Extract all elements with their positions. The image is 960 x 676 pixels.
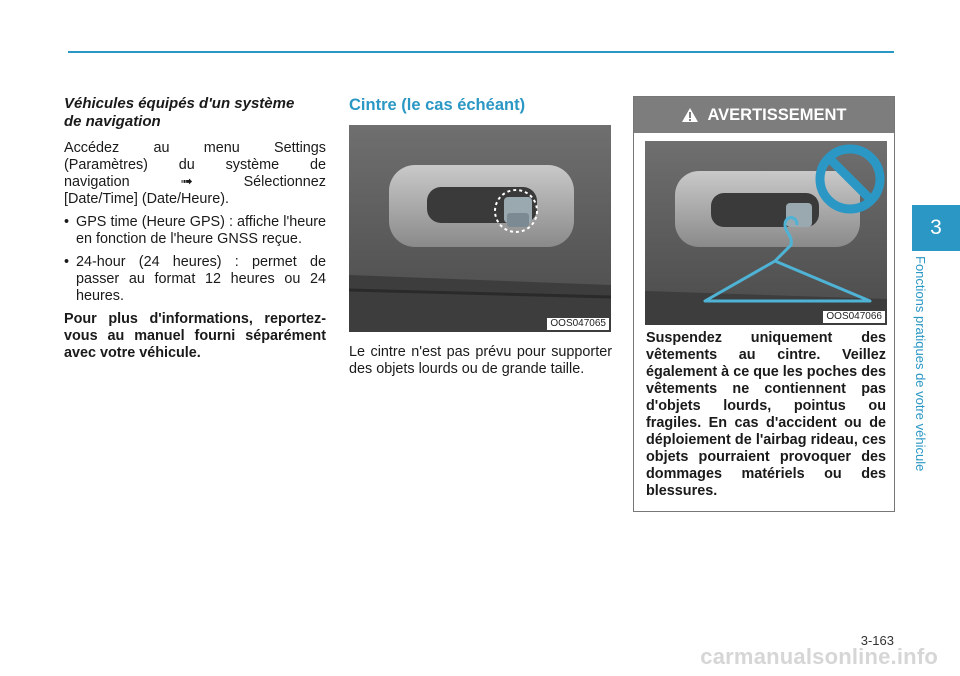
bullet-item: [64, 254, 326, 305]
navigation-subheading: Véhicules équipés d'un système de navigation: [64, 95, 295, 130]
bullet-marker: •: [64, 254, 70, 270]
warning-triangle-icon: [681, 107, 699, 123]
hanger-with-coat-hanger-illustration: [645, 141, 887, 325]
intro-line: (Paramètres) du système de: [64, 157, 326, 173]
photo-code: OOS047066: [823, 311, 885, 323]
warning-box: [633, 96, 895, 512]
intro-line: Accédez au menu Settings: [64, 140, 326, 156]
bullet-item: [64, 214, 326, 248]
chapter-tab: 3: [912, 205, 960, 251]
closing-note: Pour plus d'informations, reportez-vous au manuel fourni séparément avec votre véhicule.: [64, 311, 326, 361]
intro-line: navigation ➟ Sélectionnez: [64, 174, 326, 190]
photo-code: OOS047065: [547, 318, 609, 330]
middle-column: [349, 95, 612, 378]
warning-header: [634, 97, 894, 133]
page-number: 3-163: [860, 633, 894, 648]
section-title: Cintre (le cas échéant): [349, 96, 526, 114]
hanger-caption: Le cintre n'est pas prévu pour supporter des objets lourds ou de grande taille.: [349, 344, 612, 377]
top-rule: [68, 51, 894, 53]
bullet-text: GPS time (Heure GPS) : affiche l'heure en fonction de l'heure GNSS reçue.: [76, 214, 326, 247]
hanger-photo: [349, 125, 611, 332]
intro-paragraph: [64, 140, 326, 208]
bullet-text: 24-hour (24 heures) : permet de passer au format 12 heures ou 24 heures.: [76, 254, 326, 304]
hanger-warning-photo: [645, 141, 887, 325]
hanger-illustration: [349, 125, 611, 332]
bullet-marker: •: [64, 214, 70, 230]
chapter-title: Fonctions pratiques de votre véhicule: [913, 256, 928, 472]
left-column: [64, 95, 326, 362]
warning-frame: [633, 96, 895, 512]
intro-line: [Date/Time] (Date/Heure).: [64, 191, 230, 207]
watermark: carmanualsonline.info: [700, 644, 938, 669]
warning-heading: AVERTISSEMENT: [707, 105, 847, 124]
warning-text: Suspendez uniquement des vêtements au cintre. Veillez également à ce que les poches des vêtements ne contiennent pas d'objets lourds, pointus ou fragiles. En cas d'accident ou de déploiement de l'airbag rideau, ces objets pourraient provoquer des dommages matériels ou des blessures.: [646, 330, 886, 499]
